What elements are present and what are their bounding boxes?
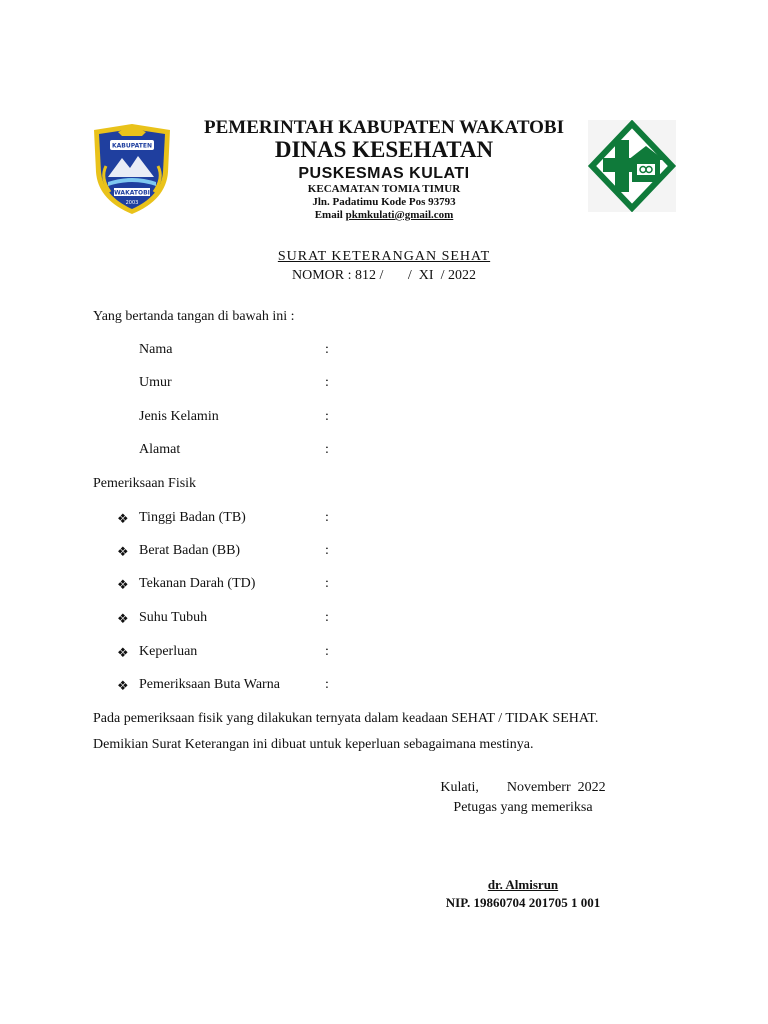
exam-colon-suhu: : [325, 610, 329, 625]
exam-label-suhu: Suhu Tubuh [139, 610, 208, 625]
signature-place-date: Kulati, Novemberr 2022 [440, 780, 606, 795]
kop-agency: DINAS KESEHATAN [274, 137, 494, 162]
bullet-icon: ❖ [117, 611, 129, 626]
field-colon-jenis-kelamin: : [325, 409, 329, 424]
document-number: NOMOR : 812 / / XI / 2022 [292, 268, 476, 283]
bullet-icon: ❖ [117, 544, 129, 559]
exam-colon-buta-warna: : [325, 677, 329, 692]
exam-label-bb: Berat Badan (BB) [139, 543, 241, 558]
exam-colon-td: : [325, 576, 329, 591]
email-prefix: Email [314, 209, 346, 221]
field-label-alamat: Alamat [139, 442, 181, 457]
logo-text-top: KABUPATEN [112, 142, 152, 150]
document-title: SURAT KETERANGAN SEHAT [277, 249, 491, 264]
logo-text-mid: WAKATOBI [114, 189, 150, 197]
logo-text-bottom: 2003 [125, 200, 139, 206]
field-label-jenis-kelamin: Jenis Kelamin [139, 409, 219, 424]
signature-name: dr. Almisrun [487, 877, 559, 892]
closing-text: Demikian Surat Keterangan ini dibuat untuk keperluan sebagaimana mestinya. [93, 737, 534, 752]
field-label-umur: Umur [139, 375, 172, 390]
exam-label-tb: Tinggi Badan (TB) [139, 510, 246, 525]
exam-colon-tb: : [325, 510, 329, 525]
bullet-icon: ❖ [117, 678, 129, 693]
bullet-icon: ❖ [117, 511, 129, 526]
email-link[interactable]: pkmkulati@gmail.com [345, 209, 454, 221]
result-text: Pada pemeriksaan fisik yang dilakukan ternyata dalam keadaan SEHAT / TIDAK SEHAT. [93, 711, 599, 726]
exam-label-buta-warna: Pemeriksaan Buta Warna [139, 677, 280, 692]
kop-government: PEMERINTAH KABUPATEN WAKATOBI [204, 117, 564, 138]
exam-label-keperluan: Keperluan [139, 644, 198, 659]
field-colon-umur: : [325, 375, 329, 390]
kop-address: Jln. Padatimu Kode Pos 93793 [312, 196, 456, 208]
exam-heading: Pemeriksaan Fisik [93, 476, 197, 491]
signature-nip: NIP. 19860704 201705 1 001 [445, 895, 601, 910]
field-label-nama: Nama [139, 342, 173, 357]
bullet-icon: ❖ [117, 577, 129, 592]
kop-email [150, 209, 618, 221]
exam-label-td: Tekanan Darah (TD) [139, 576, 256, 591]
field-colon-alamat: : [325, 442, 329, 457]
bullet-icon: ❖ [117, 645, 129, 660]
intro-text: Yang bertanda tangan di bawah ini : [93, 309, 295, 324]
kop-puskesmas: PUSKESMAS KULATI [298, 165, 470, 182]
kop-district: KECAMATAN TOMIA TIMUR [307, 183, 461, 195]
signature-role: Petugas yang memeriksa [453, 800, 593, 815]
exam-colon-bb: : [325, 543, 329, 558]
exam-colon-keperluan: : [325, 644, 329, 659]
field-colon-nama: : [325, 342, 329, 357]
